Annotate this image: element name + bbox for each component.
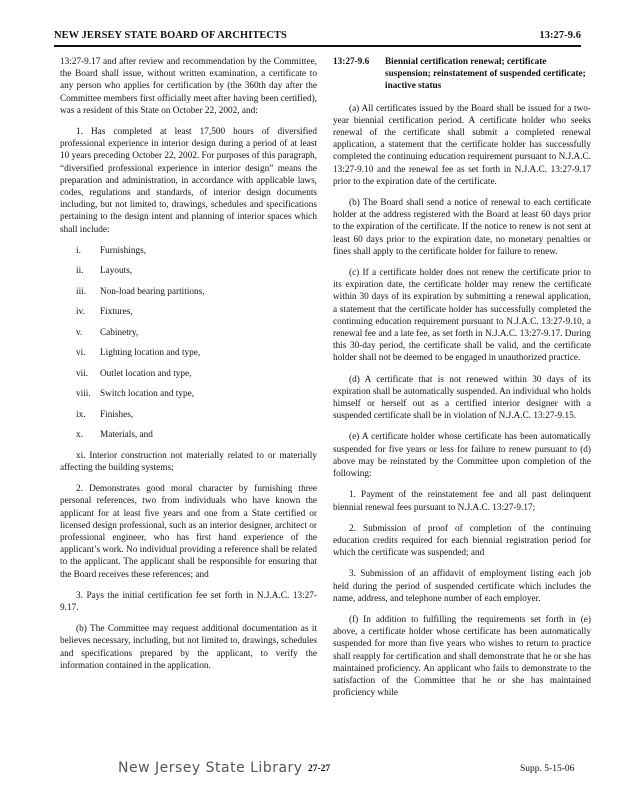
subitem-text: Furnishings,	[100, 245, 147, 256]
paragraph-c: (c) If a certificate holder does not renew the certificate prior to its expiration date, the certificate holder may renew the certificate within 30 days of its expiration by submitting a renewal application, a statement that the certificate holder has successfully completed the continuing education requirement pursuant to N.J.A.C. 13:27-9.10, a renewal fee and a late fee, as set forth in N.J.A.C. 13:27-9.17. During this 30-day period, the certificate shall be valid, and the certificate holder shall not be deemed to be engaged in unauthorized practice.	[333, 268, 591, 364]
subitem	[76, 429, 317, 441]
subitem-text: Outlet location and type,	[100, 368, 192, 379]
intro-paragraph: 13:27-9.17 and after review and recommendation by the Committee, the Board shall issue, without written examination, a certificate to any person who applies for certification by (the 360th day after the Committee members first officially meet after having been certified), was a resident of this State on October 22, 2002, and:	[60, 57, 317, 116]
paragraph-b-renewal: (b) The Board shall send a notice of renewal to each certificate holder at the address registered with the Board at least 60 days prior to the expiration of the certificate. If the notice to renew is not sent at least 60 days prior to the expiration date, no monetary penalties or fines shall apply to the certificate holder for failure to renew.	[333, 198, 591, 257]
subitem-xi: xi. Interior construction not materially related to or materially affecting the building systems;	[60, 450, 317, 474]
paragraph-e: (e) A certificate holder whose certificate has been automatically suspended for five years or less for failure to renew pursuant to (d) above may be reinstated by the Committee upon completion of the following:	[333, 432, 591, 480]
item-1: 1. Has completed at least 17,500 hours of diversified professional experience in interior design during a period of at least 10 years preceding October 22, 2002. For purposes of this paragraph, “diversified professional experience in interior design” means the preparation and administration, in accordance with applicable laws, codes, regulations and standards, of interior design documents including, but not limited to, drawings, schedules and specifications pertaining to the design intent and planning of interior spaces which shall include:	[60, 127, 317, 235]
subitem	[76, 368, 317, 380]
section-heading	[333, 56, 591, 93]
paragraph-f: (f) In addition to fulfilling the requirements set forth in (e) above, a certificate holder whose certificate has been automatically suspended for more than five years who wishes to return to practice shall reapply for certification and shall demonstrate that he or she has maintained proficiency. An applicant who fails to demonstrate to the satisfaction of the Committee that he or she has maintained proficiency while	[333, 614, 591, 699]
subitem-number: viii.	[76, 389, 91, 400]
subitem-text: Switch location and type,	[100, 389, 195, 400]
item-2: 2. Demonstrates good moral character by furnishing three personal references, two from individuals who have known the applicant for at least five years and one from a State certified or licensed design professional, such as an interior designer, architect or professional engineer, who has first hand experience of the applicant’s work. No individual providing a reference shall be related to the applicant. The applicant shall be responsible for ensuring that the Board receives these references; and	[60, 484, 317, 580]
subitem-number: iii.	[76, 286, 87, 297]
header-rule	[54, 45, 581, 47]
subitem-text: Lighting location and type,	[100, 348, 201, 359]
subitem	[76, 306, 317, 318]
subitem-list	[60, 245, 317, 442]
subitem-number: x.	[76, 430, 83, 441]
left-column	[60, 56, 317, 681]
subitem	[76, 388, 317, 400]
section-title: Biennial certification renewal; certificate suspension; reinstatement of suspended certificate; inactive status	[385, 57, 586, 92]
subitem-number: iv.	[76, 307, 85, 318]
subitem-number: vii.	[76, 368, 89, 379]
paragraph-d: (d) A certificate that is not renewed within 30 days of its expiration shall be automatically suspended. An individual who holds himself or herself out as a certified interior designer with a suspended certificate shall be in violation of N.J.A.C. 13:27-9.15.	[333, 374, 591, 422]
section-number: 13:27-9.6	[333, 57, 370, 67]
subitem-number: ix.	[76, 409, 86, 420]
subitem-number: ii.	[76, 266, 84, 277]
e-item-2: 2. Submission of proof of completion of the continuing education credits required for each biennial registration period for which the certificate was suspended; and	[333, 523, 591, 559]
item-3: 3. Pays the initial certification fee set forth in N.J.A.C. 13:27-9.17.	[60, 590, 317, 614]
library-stamp: New Jersey State Library	[118, 760, 303, 776]
header-title: NEW JERSEY STATE BOARD OF ARCHITECTS	[54, 30, 287, 41]
e-item-1: 1. Payment of the reinstatement fee and all past delinquent biennial renewal fees pursuant to N.J.A.C. 13:27-9.17;	[333, 490, 591, 513]
supplement-date: Supp. 5-15-06	[520, 764, 575, 774]
subitem-text: Materials, and	[100, 430, 153, 441]
subitem	[76, 327, 317, 339]
subitem	[76, 286, 317, 298]
paragraph-a: (a) All certificates issued by the Board shall be issued for a two-year biennial certification period. A certificate holder who seeks renewal of the certificate shall submit a completed renewal application, a statement that the certificate holder has successfully completed the continuing education requirement pursuant to N.J.A.C. 13:27-9.10 and the renewal fee as set forth in N.J.A.C. 13:27-9.17 prior to the expiration date of the certificate.	[333, 103, 591, 187]
subitem	[76, 265, 317, 277]
subitem-number: vi.	[76, 348, 86, 359]
running-header	[54, 30, 581, 46]
subitem-text: Non-load bearing partitions,	[100, 286, 205, 297]
page-number: 27-27	[308, 764, 331, 774]
subitem-number: v.	[76, 327, 83, 338]
subitem-text: Fixtures,	[100, 307, 133, 318]
subitem	[76, 409, 317, 421]
right-column	[333, 56, 591, 708]
subitem	[76, 347, 317, 359]
subitem-number: i.	[76, 245, 81, 256]
subitem-text: Finishes,	[100, 409, 134, 420]
subitem-text: Layouts,	[100, 266, 133, 277]
header-section-number: 13:27-9.6	[539, 30, 581, 41]
subitem-text: Cabinetry,	[100, 327, 139, 338]
subitem	[76, 245, 317, 257]
e-item-3: 3. Submission of an affidavit of employment listing each job held during the period of suspended certificate which includes the name, address, and telephone number of each employer.	[333, 569, 591, 604]
paragraph-b: (b) The Committee may request additional documentation as it believes necessary, including, but not limited to, drawings, schedules and specifications prepared by the applicant, to verify the information contained in the application.	[60, 624, 317, 671]
